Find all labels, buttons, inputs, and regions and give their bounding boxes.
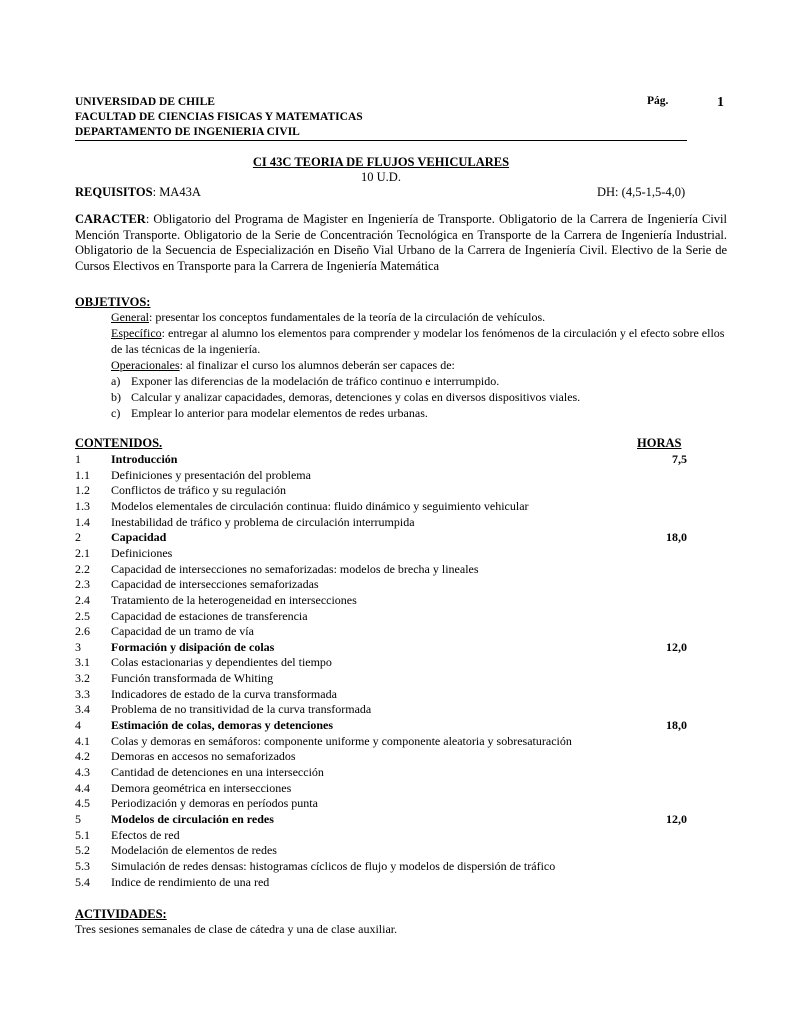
page-label: Pág. [647,95,669,107]
row-text: Capacidad de un tramo de vía [111,624,254,639]
row-number: 2.5 [75,608,90,623]
item-letter: c) [111,406,121,420]
item-letter: a) [111,374,121,388]
row-number: 5.1 [75,827,90,842]
horas-heading: HORAS [637,436,682,450]
row-number: 3.2 [75,671,90,686]
general-label: General [111,310,149,324]
row-text: Simulación de redes densas: histogramas cíclicos de flujo y modelos de dispersión de tráfico [111,858,556,873]
row-text: Definiciones y presentación del problema [111,467,311,482]
row-text: Definiciones [111,545,173,560]
row-text: Periodización y demoras en períodos punta [111,796,318,811]
content-subtopic-row [75,624,687,640]
row-text: Inestabilidad de tráfico y problema de circulación interrumpida [111,514,415,529]
row-number: 5.4 [75,874,90,889]
content-subtopic-row [75,749,687,765]
operacionales-text: : al finalizar el curso los alumnos deberán ser capaces de: [179,358,455,372]
especifico-text: : entregar al alumno los elementos para comprender y modelar los fenómenos de la circulación y el efecto sobre ellos de las técnicas de la ingeniería. [111,326,725,356]
content-section-row [75,812,687,828]
row-number: 4.4 [75,780,90,795]
row-text: Demora geométrica en intersecciones [111,780,292,795]
requisitos-value: : MA43A [152,185,201,199]
content-subtopic-row [75,781,687,797]
row-number: 2 [75,530,81,545]
actividades-text: Tres sesiones semanales de clase de cátedra y una de clase auxiliar. [75,922,398,936]
content-subtopic-row [75,671,687,687]
row-text: Introducción [111,452,178,466]
requisitos-label: REQUISITOS [75,185,153,199]
row-text: Capacidad de intersecciones semaforizadas [111,577,319,592]
dh-hours: DH: (4,5-1,5-4,0) [597,185,686,199]
row-number: 3.3 [75,686,90,701]
course-title: CI 43C TEORIA DE FLUJOS VEHICULARES [252,155,510,169]
item-text: Emplear lo anterior para modelar elementos de redes urbanas. [131,406,428,420]
row-number: 5.3 [75,858,90,873]
row-number: 1.3 [75,498,90,513]
row-text: Capacidad de estaciones de transferencia [111,608,308,623]
row-text: Modelación de elementos de redes [111,843,277,858]
course-units: 10 U.D. [361,170,401,184]
row-hours: 7,5 [672,452,687,466]
content-subtopic-row [75,515,687,531]
row-number: 2.4 [75,592,90,607]
item-text: Calcular y analizar capacidades, demoras, detenciones y colas en diversos dispositivos viales. [131,390,581,404]
objetivo-item [111,406,428,421]
row-text: Capacidad de intersecciones no semaforizadas: modelos de brecha y lineales [111,561,479,576]
content-subtopic-row [75,875,687,891]
actividades-heading: ACTIVIDADES: [75,907,167,921]
item-letter: b) [111,390,121,404]
content-section-row [75,640,687,656]
row-number: 1.1 [75,467,90,482]
general-text: : presentar los conceptos fundamentales de la teoría de la circulación de vehículos. [148,310,546,324]
row-number: 1 [75,452,81,466]
content-subtopic-row [75,593,687,609]
row-text: Demoras en accesos no semaforizados [111,749,296,764]
row-hours: 12,0 [666,639,687,654]
row-number: 2.1 [75,545,90,560]
row-hours: 18,0 [666,530,687,545]
faculty-name: FACULTAD DE CIENCIAS FISICAS Y MATEMATICAS [75,111,363,123]
university-name: UNIVERSIDAD DE CHILE [75,96,215,108]
caracter-text: : Obligatorio del Programa de Magister en Ingeniería de Transporte. Obligatorio de la Carrera de Ingeniería Civil Mención Transporte. Obligatorio de la Serie de Concentración Tecnológica en Transporte de la Carrera de Ingeniería Industrial. Obligatorio de la Secuencia de Especialización en Diseño Vial Urbano de la Carrera de Ingeniería Civil. Electivo de la Serie de Cursos Electivos en Transporte para la Carrera de Ingeniería Matemática [75,212,727,273]
row-text: Colas estacionarias y dependientes del tiempo [111,655,332,670]
row-text: Cantidad de detenciones en una intersección [111,765,324,779]
content-subtopic-row [75,483,687,499]
row-number: 4.5 [75,796,90,811]
content-subtopic-row [75,828,687,844]
caracter-paragraph [75,212,727,274]
row-text: Estimación de colas, demoras y detenciones [111,718,333,733]
row-text: Formación y disipación de colas [111,639,275,654]
row-number: 3.1 [75,655,90,670]
row-number: 5 [75,811,81,826]
row-text: Tratamiento de la heterogeneidad en intersecciones [111,592,357,607]
row-number: 3 [75,639,81,654]
objetivo-general [111,310,727,326]
row-number: 4.2 [75,749,90,764]
row-number: 1.4 [75,514,90,529]
row-text: Problema de no transitividad de la curva transformada [111,702,372,717]
row-text: Modelos elementales de circulación continua: fluido dinámico y seguimiento vehicular [111,498,529,513]
row-text: Modelos de circulación en redes [111,811,274,826]
row-number: 4.1 [75,733,90,748]
page-number: 1 [717,95,724,110]
content-subtopic-row [75,765,687,781]
objetivo-especifico [111,326,727,357]
row-text: Indicadores de estado de la curva transformada [111,686,337,701]
row-number: 2.2 [75,561,90,576]
row-number: 5.2 [75,843,90,858]
content-subtopic-row [75,546,687,562]
content-subtopic-row [75,562,687,578]
row-text: Capacidad [111,530,167,545]
content-subtopic-row [75,702,687,718]
content-subtopic-row [75,859,687,875]
objetivo-operacionales [111,358,727,374]
content-subtopic-row [75,468,687,484]
row-text: Indice de rendimiento de una red [111,874,270,889]
row-hours: 18,0 [666,718,687,733]
content-subtopic-row [75,843,687,859]
especifico-label: Específico [111,326,162,340]
row-number: 4 [75,718,81,733]
content-section-row [75,452,687,468]
content-subtopic-row [75,577,687,593]
content-subtopic-row [75,796,687,812]
content-subtopic-row [75,687,687,703]
row-hours: 12,0 [666,811,687,826]
row-number: 4.3 [75,765,90,779]
row-text: Función transformada de Whiting [111,671,274,686]
item-text: Exponer las diferencias de la modelación de tráfico continuo e interrumpido. [131,374,500,388]
row-number: 2.6 [75,624,90,639]
content-subtopic-row [75,655,687,671]
objetivos-heading: OBJETIVOS: [75,295,151,309]
contenidos-heading: CONTENIDOS. [75,436,163,450]
operacionales-label: Operacionales [111,358,180,372]
institution-header [75,95,687,141]
row-number: 1.2 [75,483,90,498]
objetivo-item [111,390,580,405]
row-text: Efectos de red [111,827,180,842]
content-subtopic-row [75,734,687,750]
row-number: 3.4 [75,702,90,717]
content-subtopic-row [75,499,687,515]
row-text: Conflictos de tráfico y su regulación [111,483,286,498]
row-text: Colas y demoras en semáforos: componente uniforme y componente aleatoria y sobresaturación [111,733,572,748]
objetivo-item [111,374,499,389]
content-section-row [75,718,687,734]
caracter-label: CARACTER [75,212,146,226]
department-name: DEPARTAMENTO DE INGENIERIA CIVIL [75,125,687,141]
requisitos [75,185,201,200]
content-subtopic-row [75,609,687,625]
content-section-row [75,530,687,546]
row-number: 2.3 [75,577,90,592]
